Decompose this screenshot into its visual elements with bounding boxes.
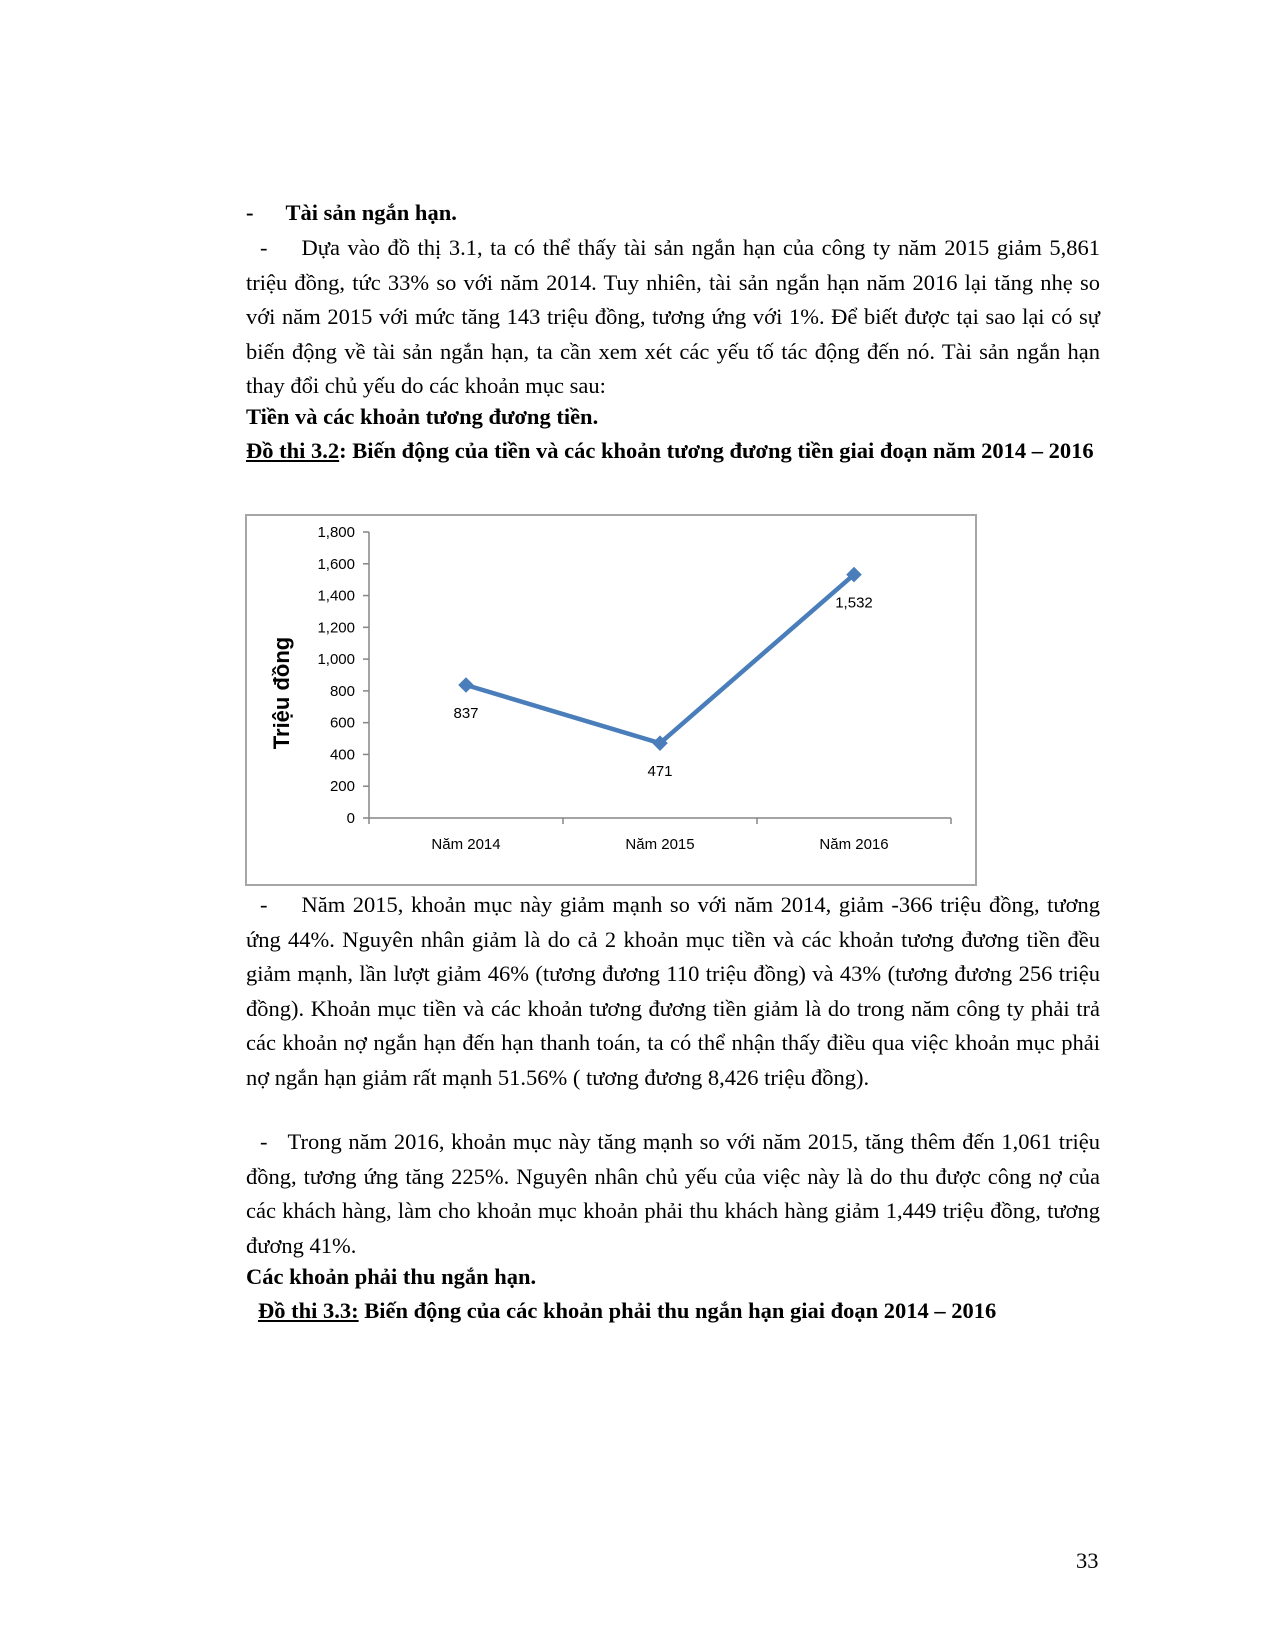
subheading-receivables: Các khoản phải thu ngắn hạn. (246, 1264, 537, 1289)
y-tick-label: 400 (329, 746, 355, 764)
paragraph-3-text: Trong năm 2016, khoản mục này tăng mạnh so với năm 2015, tăng thêm đến 1,061 triệu đồng, tương ứng tăng 225%. Nguyên nhân chủ yếu của việc này là do thu được công nợ của các khách hàng, làm cho khoản mục khoản phải thu khách hàng giảm 1,449 triệu đồng, tương đương 41%. (246, 1129, 1100, 1258)
paragraph-1-text: Dựa vào đồ thị 3.1, ta có thể thấy tài sản ngắn hạn của công ty năm 2015 giảm 5,861 triệu đồng, tức 33% so với năm 2014. Tuy nhiên, tài sản ngắn hạn năm 2016 lại tăng nhẹ so với năm 2015 với mức tăng 143 triệu đồng, tương ứng với 1%. Để biết được tại sao lại có sự biến động về tài sản ngắn hạn, ta cần xem xét các yếu tố tác động đến nó. Tài sản ngắn hạn thay đổi chủ yếu do các khoản mục sau: (246, 235, 1100, 398)
y-tick-label: 1,600 (317, 555, 355, 573)
y-tick-label: 800 (329, 682, 355, 700)
y-tick-label: 200 (329, 778, 355, 796)
data-label: 1,532 (835, 594, 873, 612)
y-tick-label: 1,800 (317, 524, 355, 541)
paragraph-1-dash: - (260, 235, 268, 260)
figure-3-3-caption-text: Biến động của các khoản phải thu ngắn hạn giai đoạn 2014 – 2016 (358, 1298, 997, 1323)
paragraph-3 (246, 1125, 1100, 1263)
data-label: 471 (647, 763, 673, 781)
paragraph-2-dash: - (260, 892, 268, 917)
y-axis (317, 524, 369, 827)
y-tick-label: 0 (346, 810, 355, 827)
subheading-cash: Tiền và các khoản tương đương tiền. (246, 404, 599, 429)
figure-3-2-caption-text: : Biến động của tiền và các khoản tương đương tiền giai đoạn năm 2014 – 2016 (339, 438, 1094, 463)
figure-3-2-label: Đồ thi 3.2 (246, 438, 340, 463)
page-number: 33 (1076, 1548, 1099, 1573)
section-heading (246, 196, 1100, 231)
data-point (458, 677, 474, 693)
heading-text: Tài sản ngắn hạn. (285, 200, 457, 225)
paragraph-2 (246, 888, 1100, 1095)
x-tick-label: Năm 2014 (431, 836, 501, 853)
figure-3-3-label: Đồ thi 3.3: (258, 1298, 359, 1323)
y-tick-label: 1,000 (317, 651, 355, 669)
y-tick-label: 600 (329, 714, 355, 732)
y-tick-label: 1,200 (317, 619, 355, 637)
figure-3-2-caption (246, 434, 1100, 469)
y-axis-label: Triệu đồng (269, 636, 294, 750)
y-tick-label: 1,400 (317, 587, 355, 605)
data-label: 837 (453, 705, 479, 723)
cash-line-chart (245, 514, 977, 886)
paragraph-1 (246, 231, 1100, 404)
x-tick-label: Năm 2015 (625, 836, 695, 853)
paragraph-2-text: Năm 2015, khoản mục này giảm mạnh so với năm 2014, giảm -366 triệu đồng, tương ứng 44%. Nguyên nhân giảm là do cả 2 khoản mục tiền và các khoản tương đương tiền đều giảm mạnh, lần lượt giảm 46% (tương đương 110 triệu đồng) và 43% (tương đương 256 triệu đồng). Khoản mục tiền và các khoản tương đương tiền giảm là do trong năm công ty phải trả các khoản nợ ngắn hạn đến hạn thanh toán, ta có thể nhận thấy điều qua việc khoản mục phải nợ ngắn hạn giảm rất mạnh 51.56% ( tương đương 8,426 triệu đồng). (246, 892, 1100, 1090)
x-tick-label: Năm 2016 (819, 836, 889, 853)
paragraph-3-dash: - (260, 1129, 268, 1154)
figure-3-3-caption (258, 1294, 1100, 1329)
series-line (466, 575, 854, 744)
heading-dash: - (246, 200, 254, 225)
data-series (453, 567, 872, 780)
x-axis (369, 818, 951, 853)
